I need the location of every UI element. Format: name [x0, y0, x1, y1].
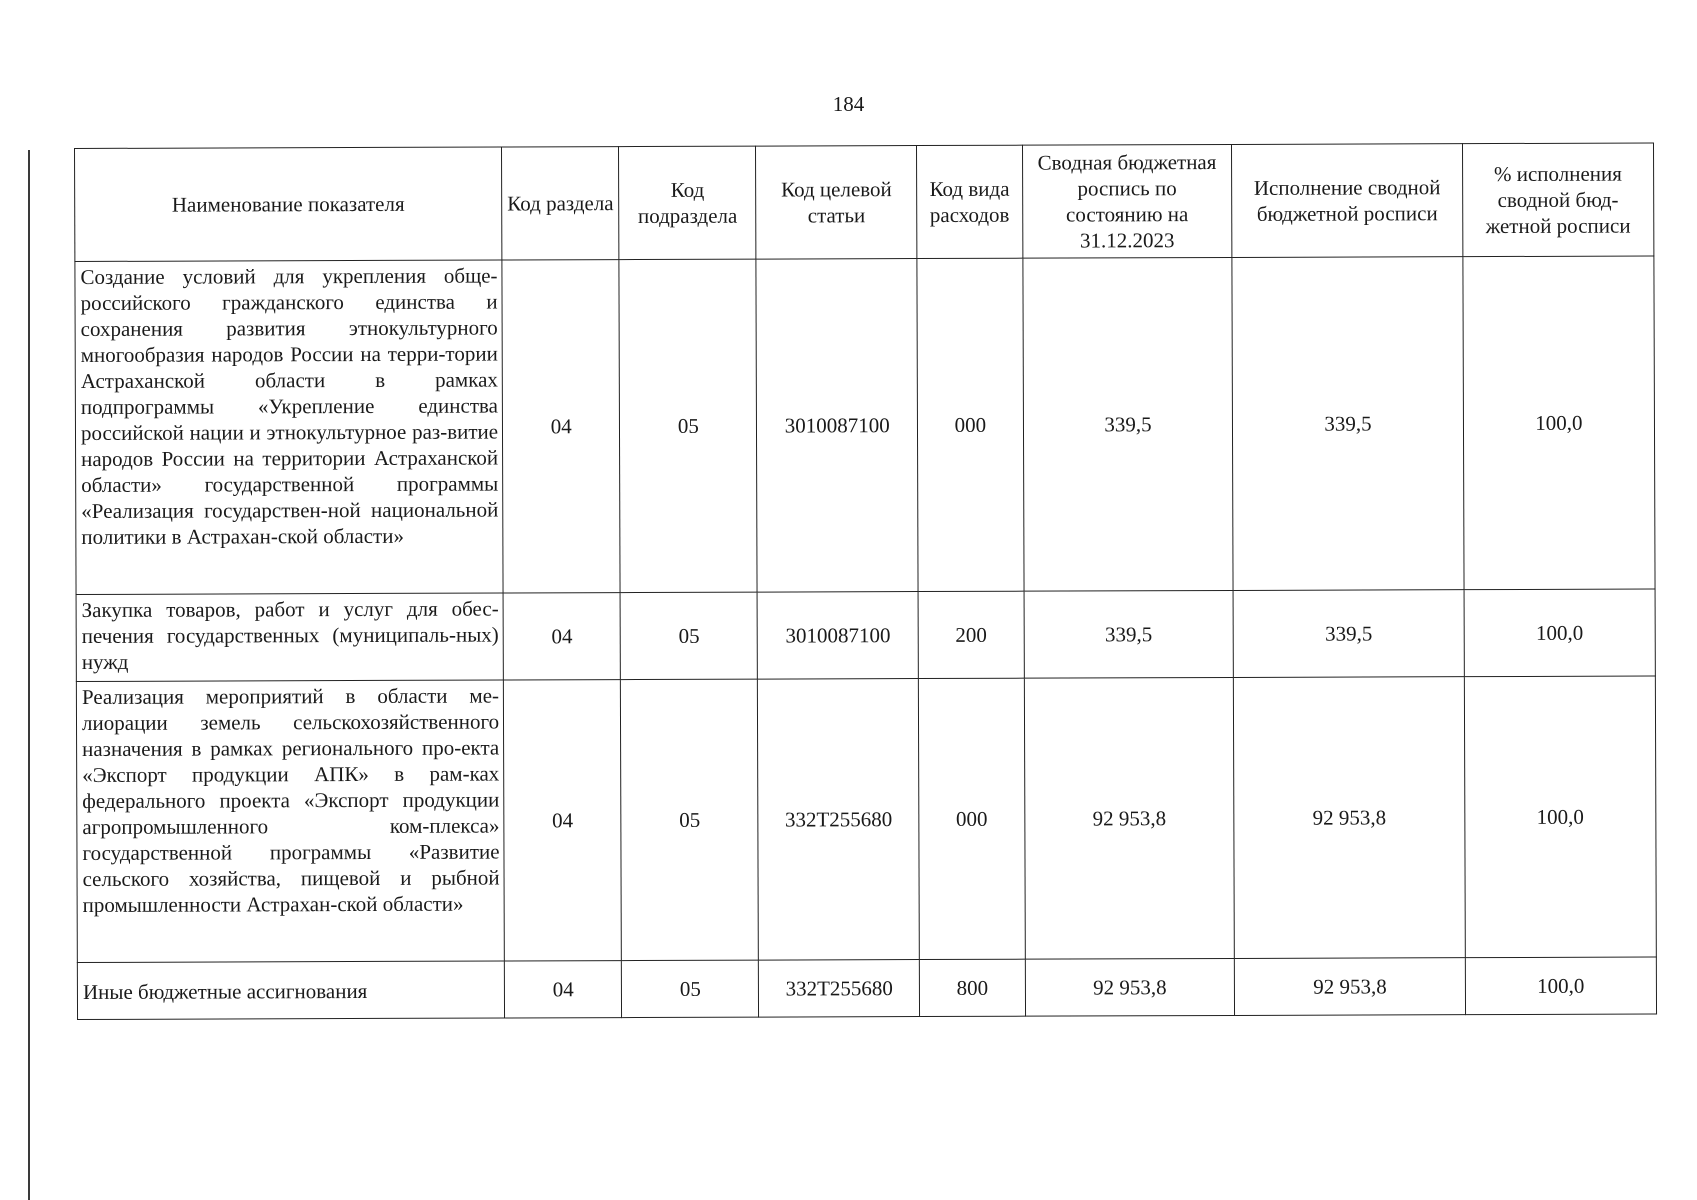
row-section-code: 04 — [503, 680, 621, 961]
row-target-code: 332Т255680 — [758, 679, 920, 961]
row-subsection-code: 05 — [619, 259, 757, 592]
row-expense-type-code: 800 — [920, 959, 1026, 1016]
table-row — [75, 256, 1655, 595]
row-name: Реализация мероприятий в области ме-лиорации земель сельскохозяйственного назначения в рамках регионального про-екта «Экспорт продукции АПК» в рам-ках федерального проекта «Экспорт продукции агропромышленного ком-плекса» государственной программы «Развитие сельского хозяйства, пищевой и рыбной промышленности Астрахан-ской области» — [76, 680, 504, 962]
row-section-code: 04 — [504, 961, 622, 1018]
row-execution-percent: 100,0 — [1463, 256, 1655, 590]
header-name: Наименование показателя — [75, 147, 502, 261]
table-row — [76, 676, 1656, 963]
row-section-code: 04 — [502, 260, 621, 593]
row-budget-plan: 339,5 — [1024, 590, 1234, 678]
row-execution-percent: 100,0 — [1464, 676, 1656, 958]
header-budget-execution: Исполнение сводной бюджетной росписи — [1232, 144, 1463, 258]
row-subsection-code: 05 — [622, 960, 759, 1017]
table-row — [76, 589, 1655, 682]
row-budget-execution: 339,5 — [1233, 590, 1464, 678]
page-number: 184 — [832, 92, 865, 116]
row-budget-plan: 92 953,8 — [1024, 677, 1235, 959]
row-name: Создание условий для укрепления обще-российского гражданского единства и сохранения развития этнокультурного многообразия народов России на терри-тории Астраханской области в рамках подпрограммы «Укрепление единства российской нации и этнокультурное раз-витие народов России на территории Астраханской области» государственной программы «Реализация государствен-ной национальной политики в Астрахан-ской области» — [75, 260, 503, 594]
header-budget-plan: Сводная бюджетная роспись по состоянию на 31.12.2023 — [1022, 144, 1232, 258]
table-header-row — [75, 143, 1654, 262]
row-target-code: 3010087100 — [757, 592, 918, 680]
header-expense-type-code: Код вида расходов — [917, 145, 1023, 258]
row-target-code: 3010087100 — [756, 259, 918, 593]
row-expense-type-code: 000 — [919, 678, 1025, 959]
row-name: Закупка товаров, работ и услуг для обес-печения государственных (муниципаль-ных) нужд — [76, 593, 503, 681]
row-budget-plan: 92 953,8 — [1025, 958, 1235, 1016]
row-execution-percent: 100,0 — [1464, 589, 1656, 677]
row-subsection-code: 05 — [620, 592, 757, 679]
row-budget-execution: 339,5 — [1232, 257, 1464, 591]
table-row — [77, 957, 1656, 1020]
header-subsection-code: Код подраздела — [619, 146, 756, 259]
header-target-code: Код целевой статьи — [756, 146, 917, 260]
row-budget-execution: 92 953,8 — [1235, 958, 1466, 1016]
scan-border-line — [28, 150, 30, 1200]
header-section-code: Код раздела — [502, 147, 620, 260]
budget-table — [74, 142, 1657, 1020]
row-budget-execution: 92 953,8 — [1234, 677, 1465, 959]
row-budget-plan: 339,5 — [1022, 257, 1233, 591]
row-execution-percent: 100,0 — [1465, 957, 1656, 1015]
row-section-code: 04 — [503, 593, 621, 680]
row-target-code: 332Т255680 — [759, 960, 920, 1018]
row-expense-type-code: 200 — [918, 591, 1024, 678]
header-execution-percent: % исполнения сводной бюд-жетной росписи — [1462, 143, 1654, 257]
row-expense-type-code: 000 — [917, 258, 1024, 591]
row-subsection-code: 05 — [621, 679, 759, 960]
row-name: Иные бюджетные ассигнования — [77, 961, 504, 1019]
